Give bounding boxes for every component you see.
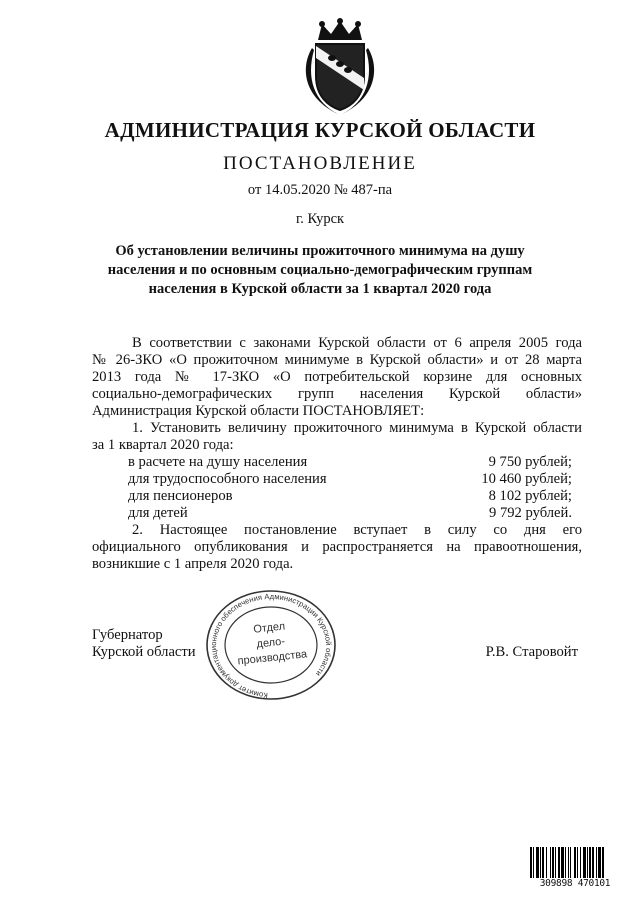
barcode-bar <box>555 847 556 879</box>
rate-label: для пенсионеров <box>128 488 233 504</box>
item2-line: официального опубликования и распространяется на правоотношения, <box>92 539 582 555</box>
stamp-ring-text: Комитет документационного обеспечения Администрации Курской области <box>209 591 334 700</box>
barcode-bar <box>589 847 591 879</box>
barcode-bar <box>561 847 564 879</box>
rate-label: для детей <box>128 505 188 521</box>
barcode-bar <box>533 847 534 879</box>
item1-line: 1. Установить величину прожиточного минимума в Курской области <box>132 420 582 436</box>
barcode-bar <box>587 847 588 879</box>
rate-label: в расчете на душу населения <box>128 454 308 470</box>
signature-position: Губернатор <box>92 627 163 643</box>
coat-of-arms-icon <box>298 18 382 116</box>
barcode-bar <box>602 847 604 879</box>
rate-amount: 10 460 рублей; <box>481 471 572 487</box>
barcode-bar <box>558 847 560 879</box>
barcode-bar <box>536 847 539 879</box>
intro-last-line: Администрация Курской области ПОСТАНОВЛЯЕТ: <box>92 403 425 419</box>
barcode-bar <box>542 847 544 879</box>
rate-label: для трудоспособного населения <box>128 471 327 487</box>
stamp-center-text: Отдел <box>252 620 286 636</box>
barcode-bar <box>580 847 581 879</box>
title-line: населения в Курской области за 1 квартал 2020 года <box>148 281 492 297</box>
barcode-bar <box>568 847 569 879</box>
barcode-bar <box>596 847 597 879</box>
document-type: ПОСТАНОВЛЕНИЕ <box>223 153 417 174</box>
barcode-bar <box>574 847 576 879</box>
item2-last-line: возникшие с 1 апреля 2020 года. <box>92 556 294 572</box>
intro-line: № 26-ЗКО «О прожиточном минимуме в Курской области» и от 28 марта <box>92 352 582 368</box>
intro-line: 2013 года № 17-ЗКО «О потребительской корзине для основных <box>92 369 582 385</box>
barcode-bar <box>577 847 578 879</box>
barcode-bar <box>552 847 554 879</box>
office-stamp <box>204 589 338 701</box>
intro-line: социально-демографических групп населения Курской области» <box>92 386 582 402</box>
document-date-number: от 14.05.2020 № 487-па <box>247 182 393 198</box>
document-city: г. Курск <box>295 211 345 227</box>
stamp-center-text: производства <box>237 648 308 668</box>
barcode-bar <box>592 847 594 879</box>
barcode-bar <box>546 847 547 879</box>
title-line: Об установлении величины прожиточного минимума на душу <box>115 243 525 259</box>
stamp-center-text: дело- <box>255 635 286 651</box>
organization-title: АДМИНИСТРАЦИЯ КУРСКОЙ ОБЛАСТИ <box>104 118 536 142</box>
signature-position: Курской области <box>92 644 196 660</box>
barcode-bar <box>570 847 571 879</box>
intro-line: В соответствии с законами Курской области от 6 апреля 2005 года <box>132 335 582 351</box>
barcode-bar <box>550 847 551 879</box>
barcode-bar <box>565 847 566 879</box>
rate-amount: 8 102 рублей; <box>488 488 572 504</box>
barcode-bar <box>530 847 532 879</box>
rate-amount: 9 750 рублей; <box>488 454 572 470</box>
signature-name: Р.В. Старовойт <box>485 644 578 660</box>
barcode-number: 309898 470101 <box>529 878 621 889</box>
barcode-bar <box>598 847 601 879</box>
rate-amount: 9 792 рублей. <box>489 505 572 521</box>
barcode-bar <box>540 847 541 879</box>
document-title <box>0 242 640 299</box>
item2-line: 2. Настоящее постановление вступает в силу со дня его <box>132 522 582 538</box>
title-line: населения и по основным социально-демографическим группам <box>107 262 533 278</box>
item1-line: за 1 квартал 2020 года: <box>92 437 234 453</box>
barcode-bar <box>583 847 586 879</box>
